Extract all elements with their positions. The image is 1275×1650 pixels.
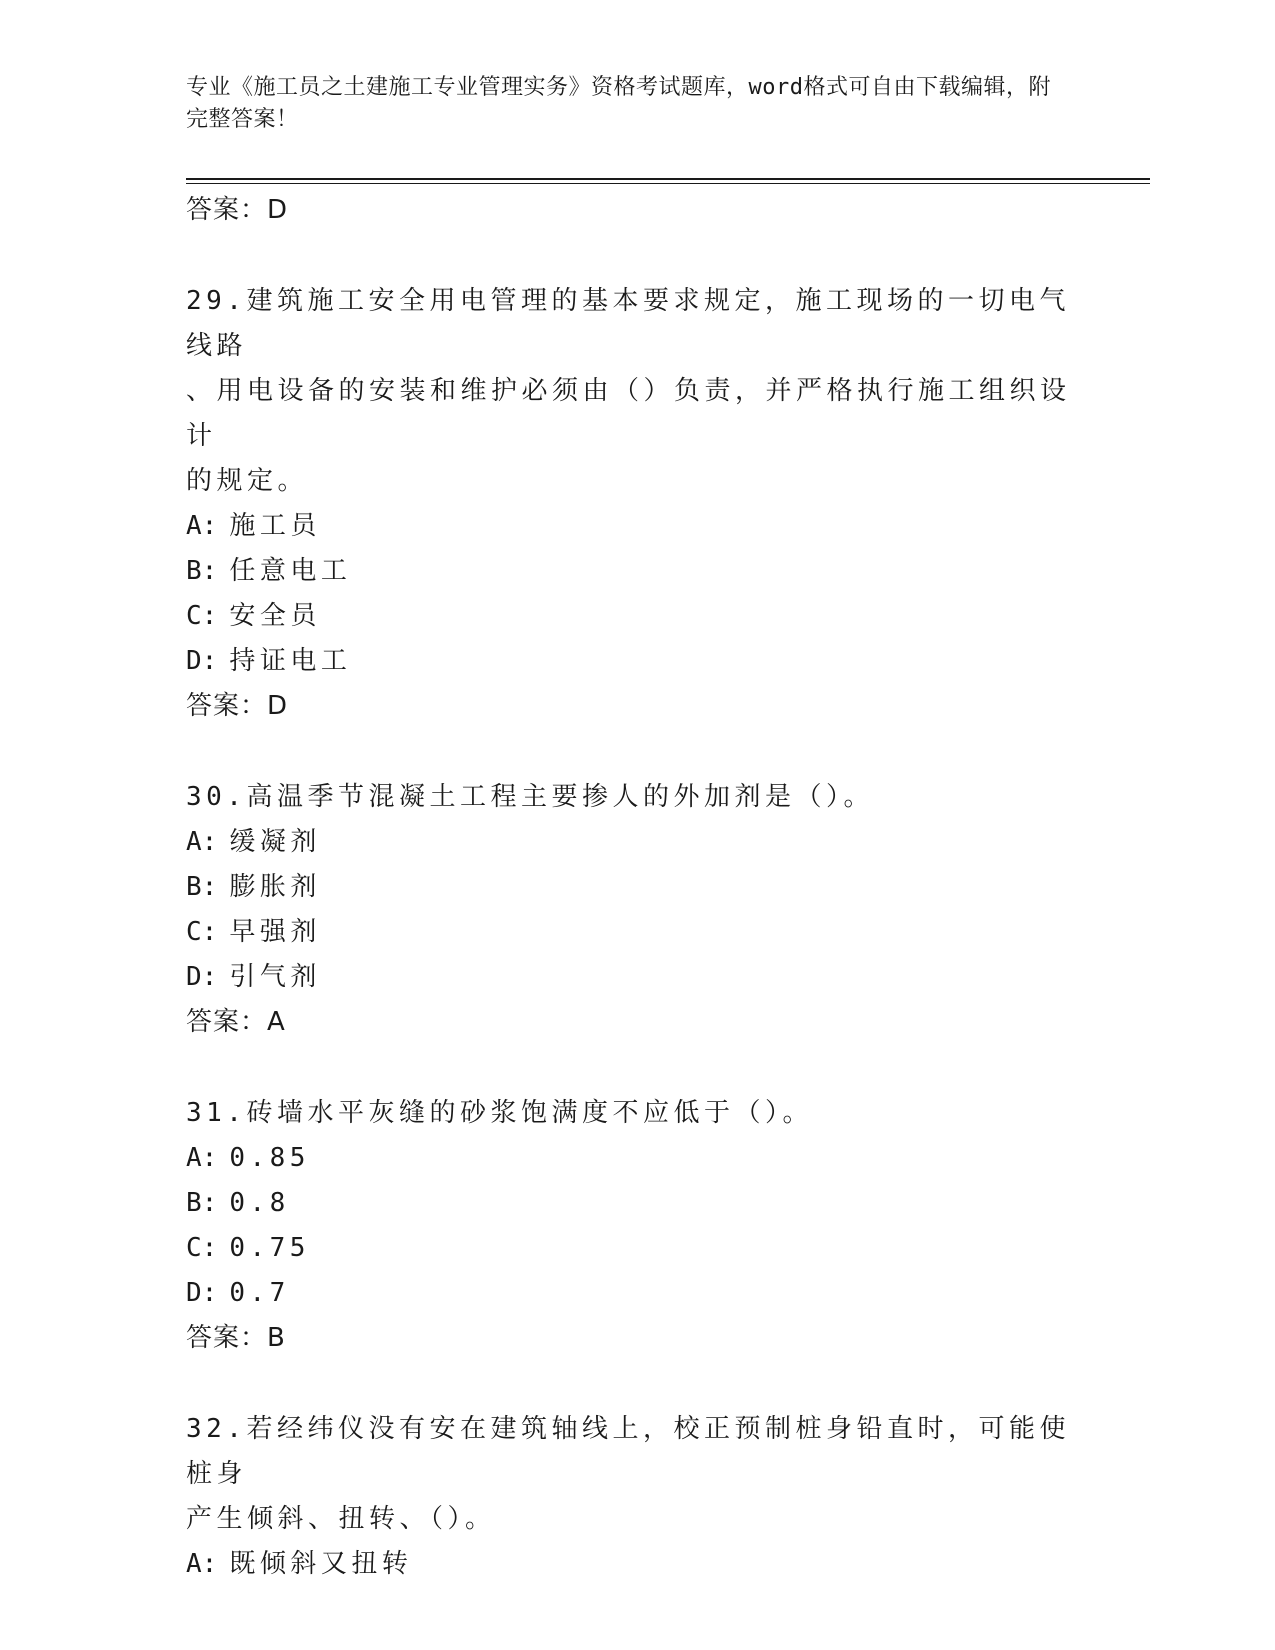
question-29 xyxy=(186,279,1086,729)
question-29-answer: 答案：D xyxy=(186,691,289,721)
option-key: A: xyxy=(186,1143,218,1173)
option-key: B: xyxy=(186,556,218,586)
option-text: 缓凝剂 xyxy=(229,827,321,857)
option-text: 任意电工 xyxy=(229,556,352,586)
option-key: B: xyxy=(186,1188,218,1218)
question-29-option-c xyxy=(186,594,1086,639)
question-31-option-c xyxy=(186,1226,1086,1271)
question-32-line-1: 32.若经纬仪没有安在建筑轴线上，校正预制桩身铅直时，可能使桩身 xyxy=(186,1414,1070,1489)
question-29-option-b xyxy=(186,549,1086,594)
spacer xyxy=(186,729,1086,775)
question-31-line-1: 31.砖墙水平灰缝的砂浆饱满度不应低于（）。 xyxy=(186,1098,813,1128)
question-30-line-1: 30.高温季节混凝土工程主要掺人的外加剂是（）。 xyxy=(186,782,874,812)
spacer xyxy=(186,233,1086,279)
option-key: C: xyxy=(186,601,218,631)
option-text: 膨胀剂 xyxy=(229,872,321,902)
question-29-line-3: 的规定。 xyxy=(186,466,309,496)
option-key: A: xyxy=(186,1549,218,1579)
previous-answer: 答案：D xyxy=(186,195,289,225)
option-key: A: xyxy=(186,827,218,857)
option-text: 0.7 xyxy=(229,1278,290,1308)
option-key: D: xyxy=(186,646,218,676)
option-text: 持证电工 xyxy=(229,646,352,676)
option-text: 施工员 xyxy=(229,511,321,541)
option-text: 既倾斜又扭转 xyxy=(229,1549,413,1579)
question-32-line-2: 产生倾斜、扭转、（）。 xyxy=(186,1504,496,1534)
question-32-option-a xyxy=(186,1542,1086,1587)
question-30-option-a xyxy=(186,820,1086,865)
question-30-option-d xyxy=(186,955,1086,1000)
question-30-option-b xyxy=(186,865,1086,910)
option-key: C: xyxy=(186,917,218,947)
option-key: D: xyxy=(186,1278,218,1308)
option-text: 0.8 xyxy=(229,1188,290,1218)
header-rule-thin xyxy=(186,183,1150,184)
question-31-answer: 答案：B xyxy=(186,1323,286,1353)
option-key: B: xyxy=(186,872,218,902)
question-31-option-b xyxy=(186,1181,1086,1226)
question-list xyxy=(186,188,1086,1587)
option-key: C: xyxy=(186,1233,218,1263)
option-key: D: xyxy=(186,962,218,992)
question-31-option-d xyxy=(186,1271,1086,1316)
option-text: 0.85 xyxy=(229,1143,310,1173)
spacer xyxy=(186,1045,1086,1091)
question-30-answer: 答案：A xyxy=(186,1007,286,1037)
question-30 xyxy=(186,775,1086,1045)
spacer xyxy=(186,1361,1086,1407)
document-header: 专业《施工员之土建施工专业管理实务》资格考试题库，word格式可自由下载编辑，附完整答案！ xyxy=(186,75,1051,132)
header-rule-thick xyxy=(186,178,1150,180)
question-30-option-c xyxy=(186,910,1086,955)
question-32 xyxy=(186,1407,1086,1587)
question-31-option-a xyxy=(186,1136,1086,1181)
question-29-line-1: 29.建筑施工安全用电管理的基本要求规定，施工现场的一切电气线路 xyxy=(186,286,1070,361)
option-text: 早强剂 xyxy=(229,917,321,947)
option-key: A: xyxy=(186,511,218,541)
option-text: 安全员 xyxy=(229,601,321,631)
option-text: 0.75 xyxy=(229,1233,310,1263)
question-31 xyxy=(186,1091,1086,1361)
option-text: 引气剂 xyxy=(229,962,321,992)
question-29-option-d xyxy=(186,639,1086,684)
question-29-option-a xyxy=(186,504,1086,549)
question-29-line-2: 、用电设备的安装和维护必须由（）负责，并严格执行施工组织设计 xyxy=(186,376,1071,451)
